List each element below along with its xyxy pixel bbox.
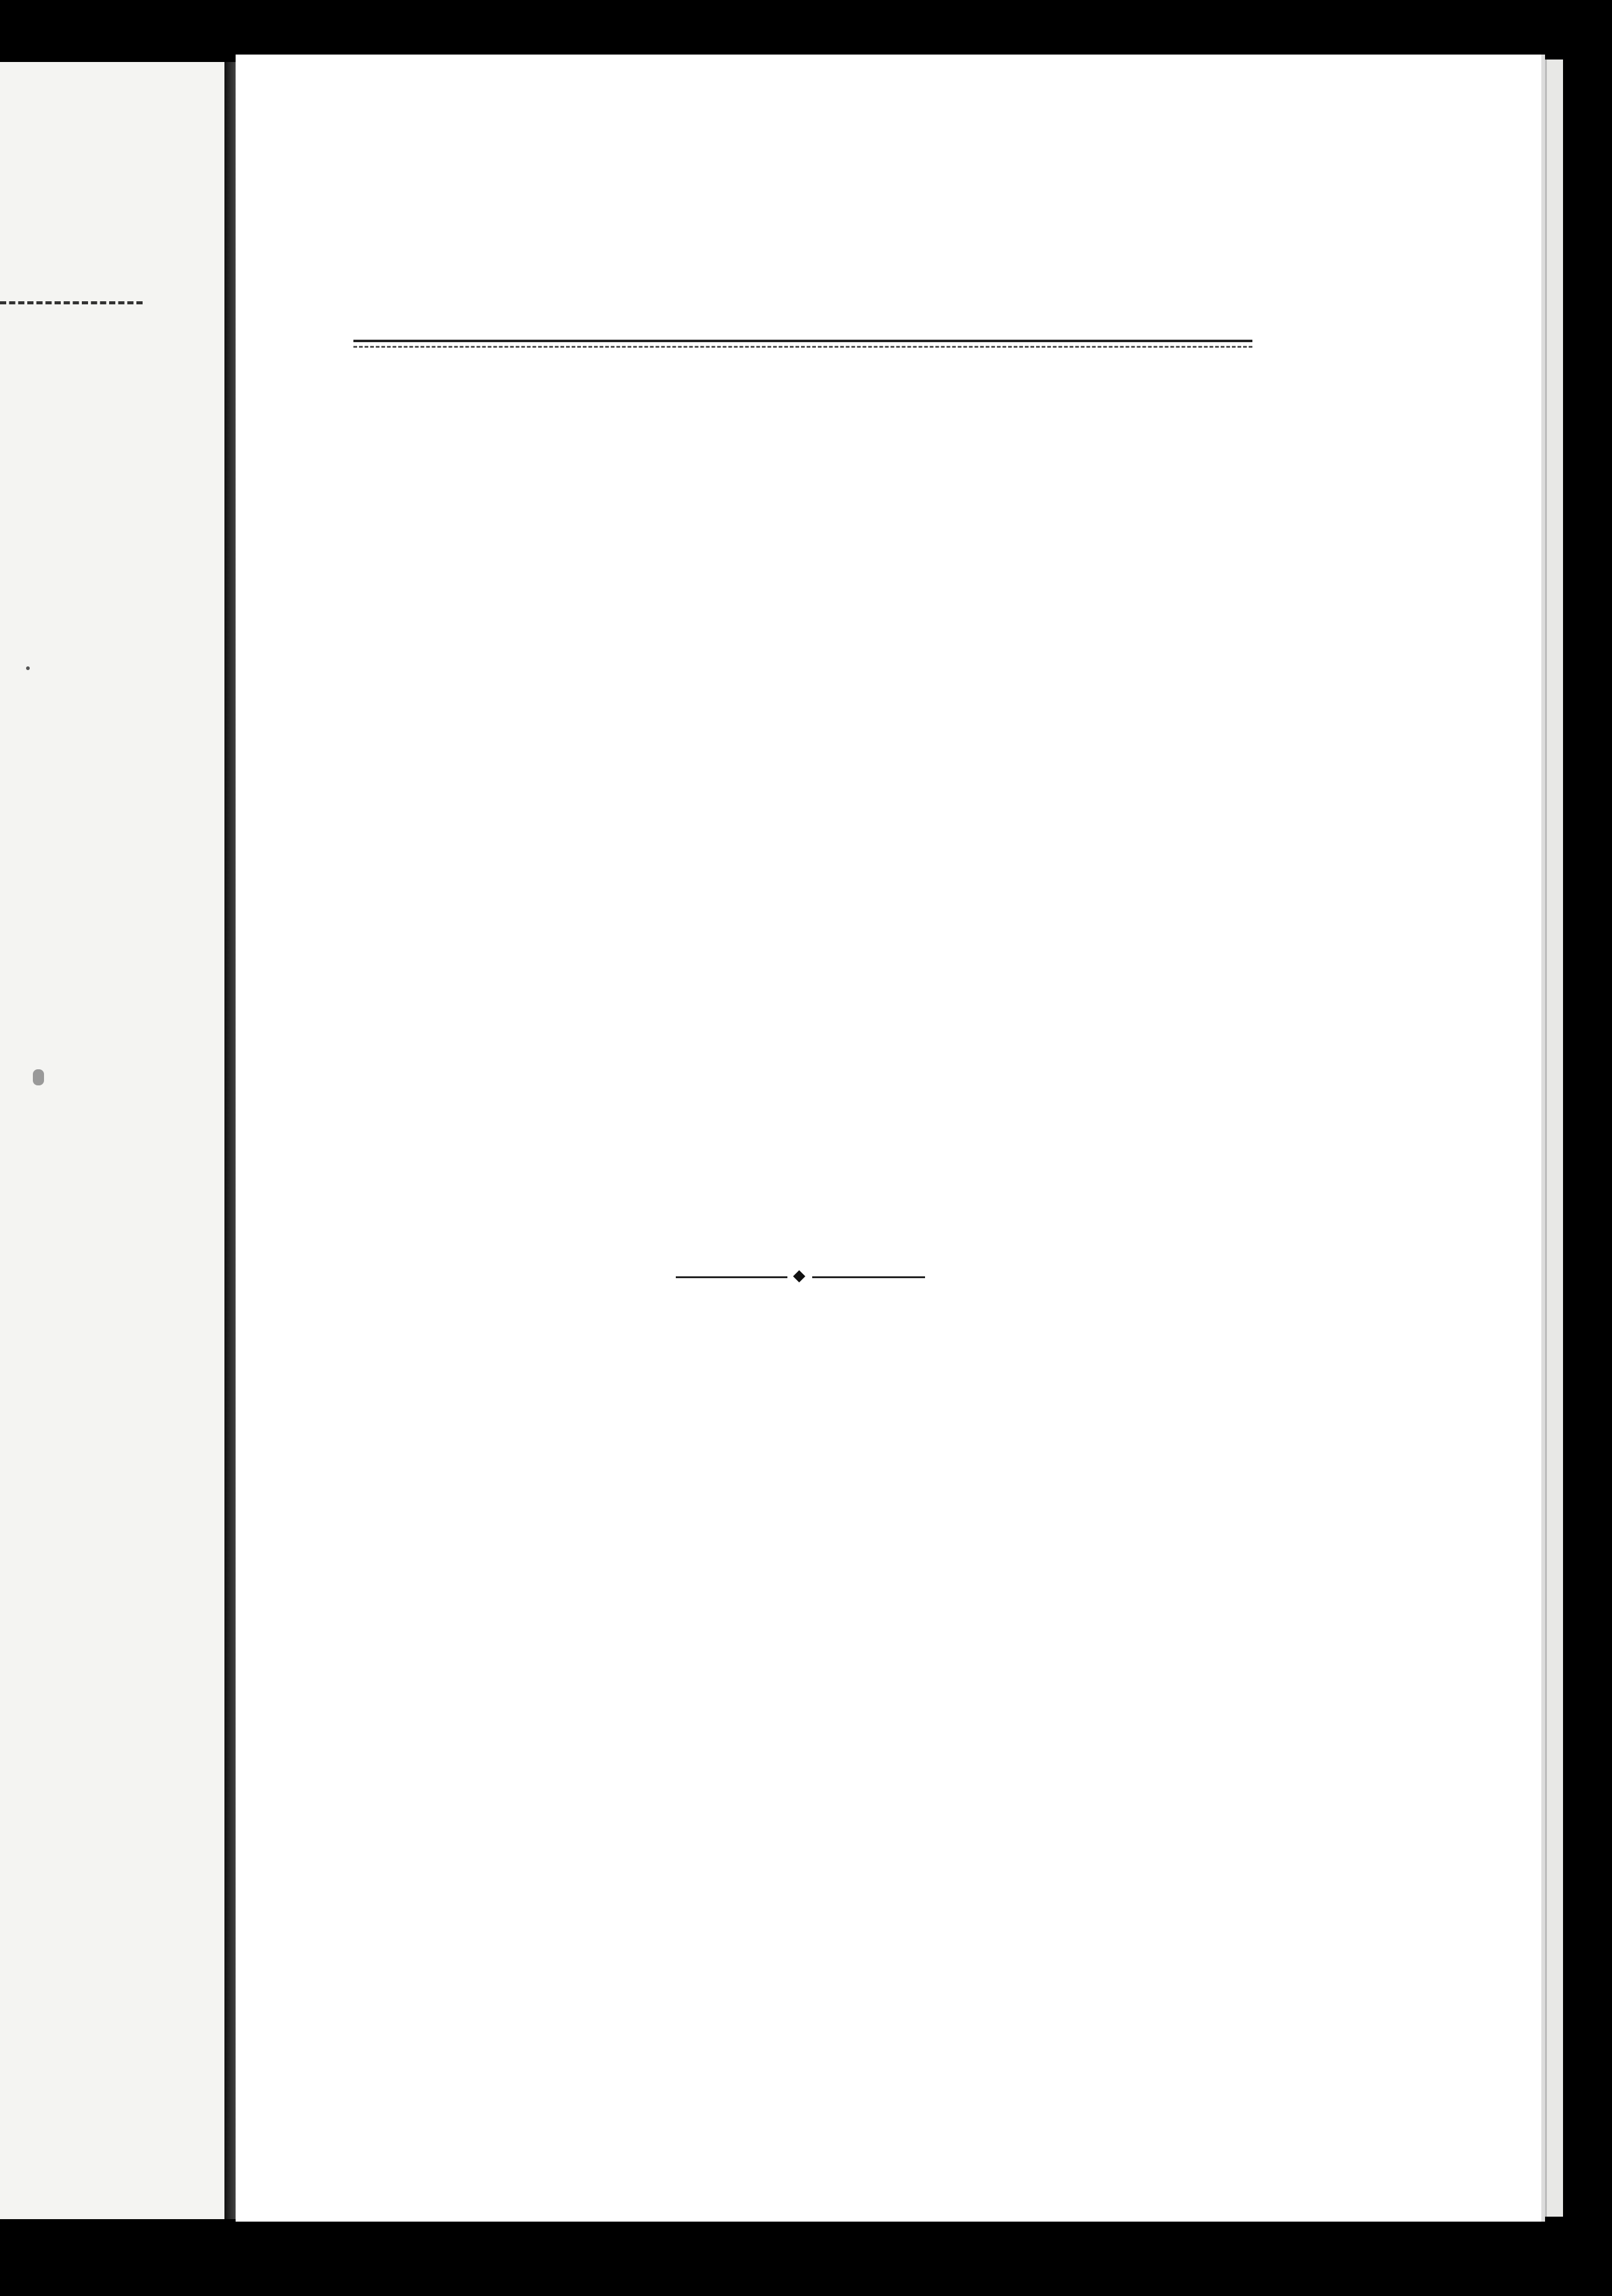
section-end-ornament	[676, 1271, 925, 1283]
almanac-page	[236, 55, 1545, 2222]
header-rule	[353, 340, 1252, 342]
header-rule-dashed	[353, 346, 1252, 348]
page-header	[353, 247, 1252, 284]
facing-page-left	[0, 62, 224, 2219]
facing-page-header-rule	[0, 301, 143, 304]
scan-speck	[26, 666, 30, 670]
page-edge	[1545, 60, 1563, 2217]
scan-speck	[33, 1069, 44, 1085]
book-gutter	[224, 62, 236, 2219]
diamond-ornament-icon	[793, 1270, 805, 1283]
